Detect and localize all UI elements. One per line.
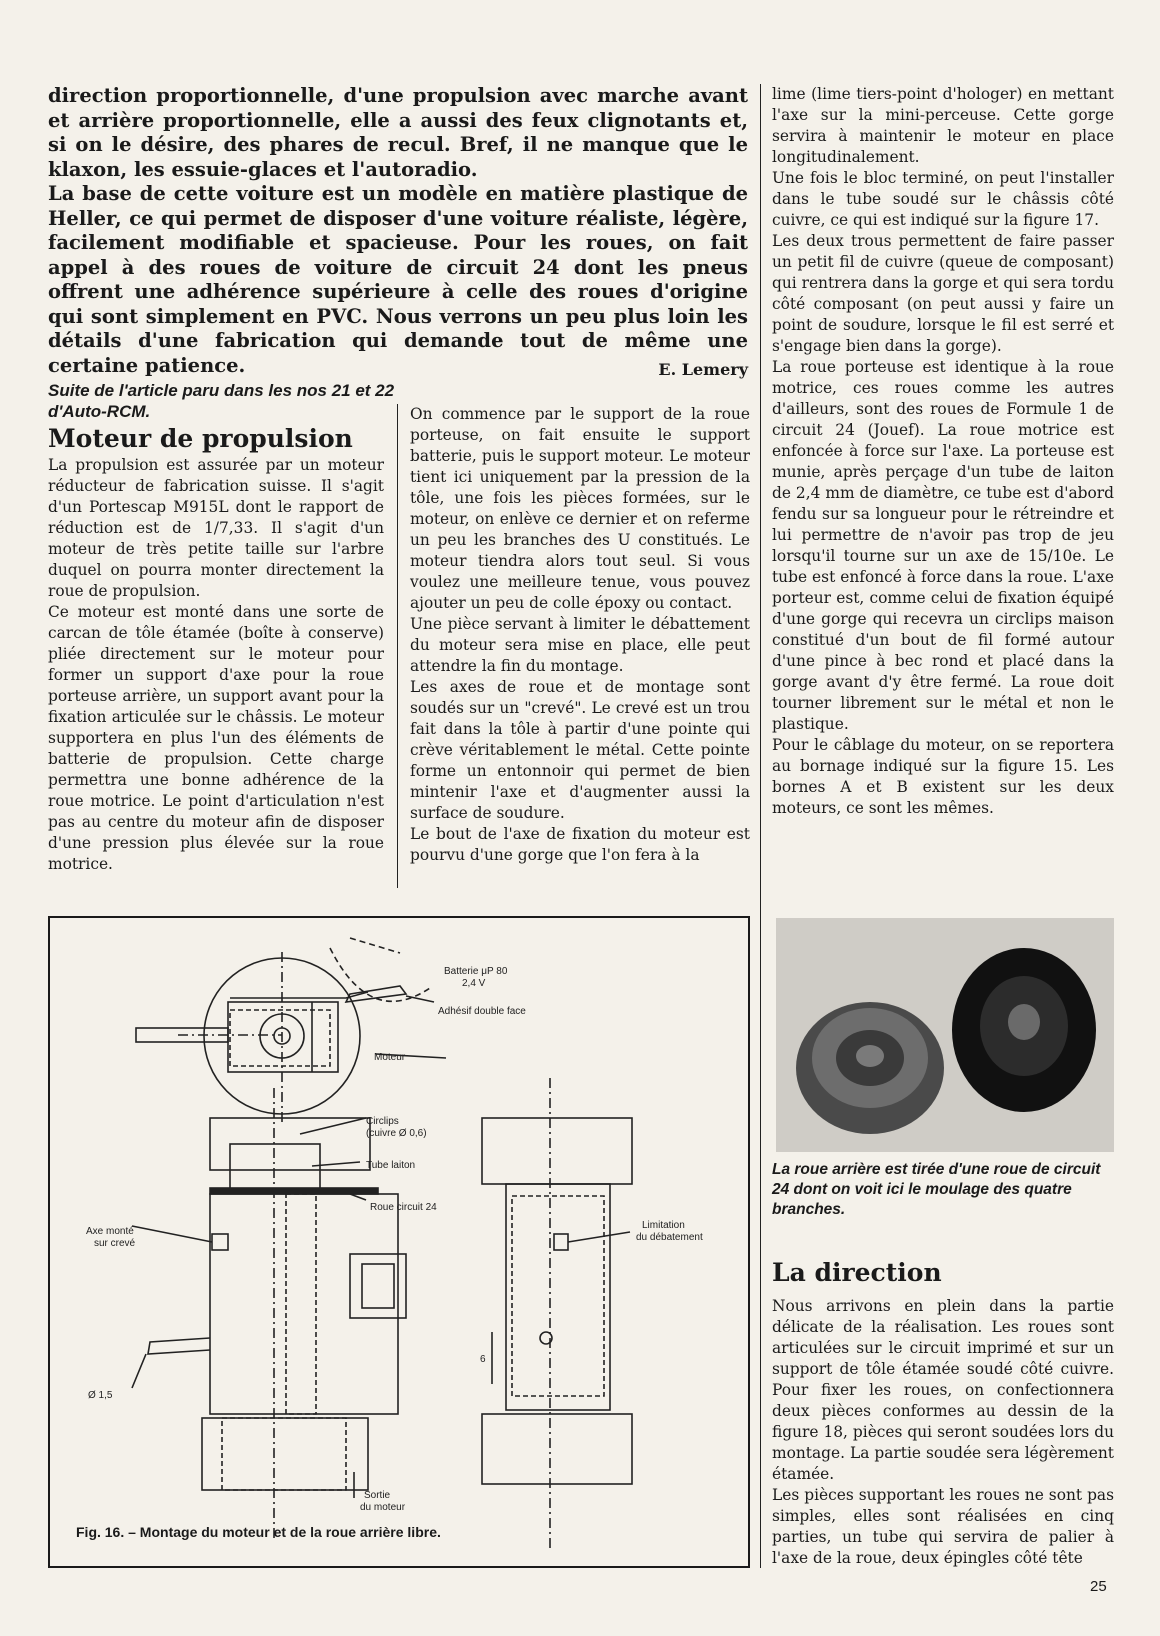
label-diametre: Ø 1,5 [88,1390,113,1401]
label-adhesif: Adhésif double face [438,1006,526,1017]
column-3-bottom [772,1296,1114,1569]
page-number: 25 [1090,1578,1107,1595]
column-divider [760,84,761,1568]
label-moteur: Moteur [374,1052,406,1063]
column-2 [410,404,750,866]
intro-paragraph-1: direction proportionnelle, d'une propulsion avec marche avant et arrière proportionnelle, elle a aussi des feux clignotants et, si on le désire, des phares de recul. Bref, il ne manque que le klaxon, les essuie-glaces et l'autoradio. [48,84,748,181]
paragraph: Pour le câblage du moteur, on se reportera au bornage indiqué sur la figure 15. Les bornes A et B existent sur les deux moteurs, ce sont les mêmes. [772,736,1114,817]
label-axe-1: Axe monté [86,1226,134,1237]
label-dimension: 6 [480,1354,486,1365]
figure-caption: Fig. 16. – Montage du moteur et de la roue arrière libre. [76,1524,441,1540]
section-heading-direction: La direction [772,1258,942,1287]
label-cuivre: (cuivre Ø 0,6) [366,1128,427,1139]
label-roue: Roue circuit 24 [370,1202,437,1213]
label-limitation-2: du débatement [636,1232,703,1243]
column-1 [48,424,384,875]
paragraph: Ce moteur est monté dans une sorte de carcan de tôle étamée (boîte à conserve) pliée directement sur le moteur pour former un support d'axe pour la roue porteuse arrière, un support avant pour la fixation articulée sur le châssis. Le moteur supportera en plus l'un des éléments de batterie de propulsion. Cette charge permettra une bonne adhérence de la roue motrice. Le point d'articulation n'est pas au centre du moteur afin de disposer d'une pression plus élevée sur la roue motrice. [48,603,384,873]
label-axe-2: sur crevé [94,1238,136,1249]
label-sortie-2: du moteur [360,1502,406,1513]
column-divider [397,404,398,888]
paragraph: On commence par le support de la roue porteuse, on fait ensuite le support batterie, puis le support moteur. Le moteur tient ici uniquement par la pression de la tôle, une fois les pièces formées, sur le moteur, on enlève ce dernier et on referme un peu les branches des U constitués. Le moteur tiendra alors tout seul. Si vous voulez une meilleure tenue, vous pouvez ajouter un peu de colle époxy ou contact. [410,405,750,612]
figure-16 [48,916,750,1568]
column-3 [772,84,1114,819]
label-tube: Tube laiton [366,1160,416,1171]
author-name: E. Lemery [658,360,748,379]
paragraph: Les axes de roue et de montage sont soudés sur un "crevé". Le crevé est un trou fait dans la tôle à partir d'une pointe qui crève véritablement le métal. Cette pointe forme un entonnoir qui permet de bien mintenir l'axe et d'augmenter aussi la surface de soudure. [410,678,750,822]
paragraph: Nous arrivons en plein dans la partie délicate de la réalisation. Les roues sont articulées sur le circuit imprimé et sur un support de tôle étamée soudé côté cuivre. Pour fixer les roues, on confectionnera deux pièces conformes au dessin de la figure 18, pièces qui seront soudées lors du montage. La partie soudée sera légèrement étamée. [772,1297,1114,1483]
technical-drawing [50,918,748,1566]
label-volt: 2,4 V [462,978,486,989]
intro-paragraph-2: La base de cette voiture est un modèle en matière plastique de Heller, ce qui permet de disposer d'une voiture réaliste, légère, facilement modifiable et spacieuse. Pour les roues, on fait appel à des roues de voiture de circuit 24 dont les pneus offrent une adhérence supérieure à celle des roues d'origine qui sont simplement en PVC. Nous verrons un peu plus loin les détails d'une fabrication qui demande tout de même une certaine patience. [48,182,748,377]
paragraph: Une fois le bloc terminé, on peut l'installer dans le tube soudé sur le châssis côté cuivre, ce qui est indiqué sur la figure 17. [772,169,1114,229]
section-heading-moteur: Moteur de propulsion [48,424,353,453]
paragraph: Une pièce servant à limiter le débattement du moteur sera mise en place, elle peut attendre la fin du montage. [410,615,750,675]
series-note: Suite de l'article paru dans les nos 21 et 22 d'Auto-RCM. [48,381,395,421]
label-batterie: Batterie μP 80 [444,966,508,977]
label-limitation-1: Limitation [642,1220,685,1231]
wheel-photo [776,918,1114,1152]
paragraph: Les pièces supportant les roues ne sont pas simples, elles sont réalisées en cinq parties, un tube qui servira de palier à l'axe de la roue, deux épingles côté tête [772,1486,1114,1567]
label-sortie-1: Sortie [364,1490,391,1501]
paragraph: La roue porteuse est identique à la roue motrice, ces roues comme les autres d'ailleurs, sont des roues de Formule 1 de circuit 24 (Jouef). La roue motrice est enfoncée à force sur l'axe. La porteuse est munie, après perçage d'un tube de laiton de 2,4 mm de diamètre, ce tube est d'abord fendu sur sa longueur pour le rétreindre et lui permettre de n'avoir pas trop de jeu lorsqu'il tourne sur un axe de 15/10e. Le tube est enfoncé à force dans la roue. L'axe porteur est, comme celui de fixation équipé d'une gorge qui recevra un circlips maison constitué d'un bout de fil formé autour d'une pince à bec rond et placé dans la gorge avant d'y être fermé. La roue doit tourner librement sur le métal et non le plastique. [772,358,1114,733]
paragraph: La propulsion est assurée par un moteur réducteur de fabrication suisse. Il s'agit d'un Portescap M915L dont le rapport de réduction est de 1/7,33. Il s'agit d'un moteur de très petite taille sur l'arbre duquel on pourra monter directement la roue de propulsion. [48,456,384,600]
intro-block [48,84,748,378]
paragraph: lime (lime tiers-point d'hologer) en mettant l'axe sur la mini-perceuse. Cette gorge servira à maintenir le moteur en place longitudinalement. [772,85,1114,166]
label-circlips: Circlips [366,1116,399,1127]
wheel-photo-image [776,918,1114,1152]
paragraph: Les deux trous permettent de faire passer un petit fil de cuivre (queue de composant) qui rentrera dans la gorge et qui sera tordu côté composant (on peut aussi y faire un point de soudure, lorsque le fil est serré et s'engage bien dans la gorge). [772,232,1114,355]
photo-caption: La roue arrière est tirée d'une roue de circuit 24 dont on voit ici le moulage des quatre branches. [772,1161,1101,1218]
paragraph: Le bout de l'axe de fixation du moteur est pourvu d'une gorge que l'on fera à la [410,825,750,864]
